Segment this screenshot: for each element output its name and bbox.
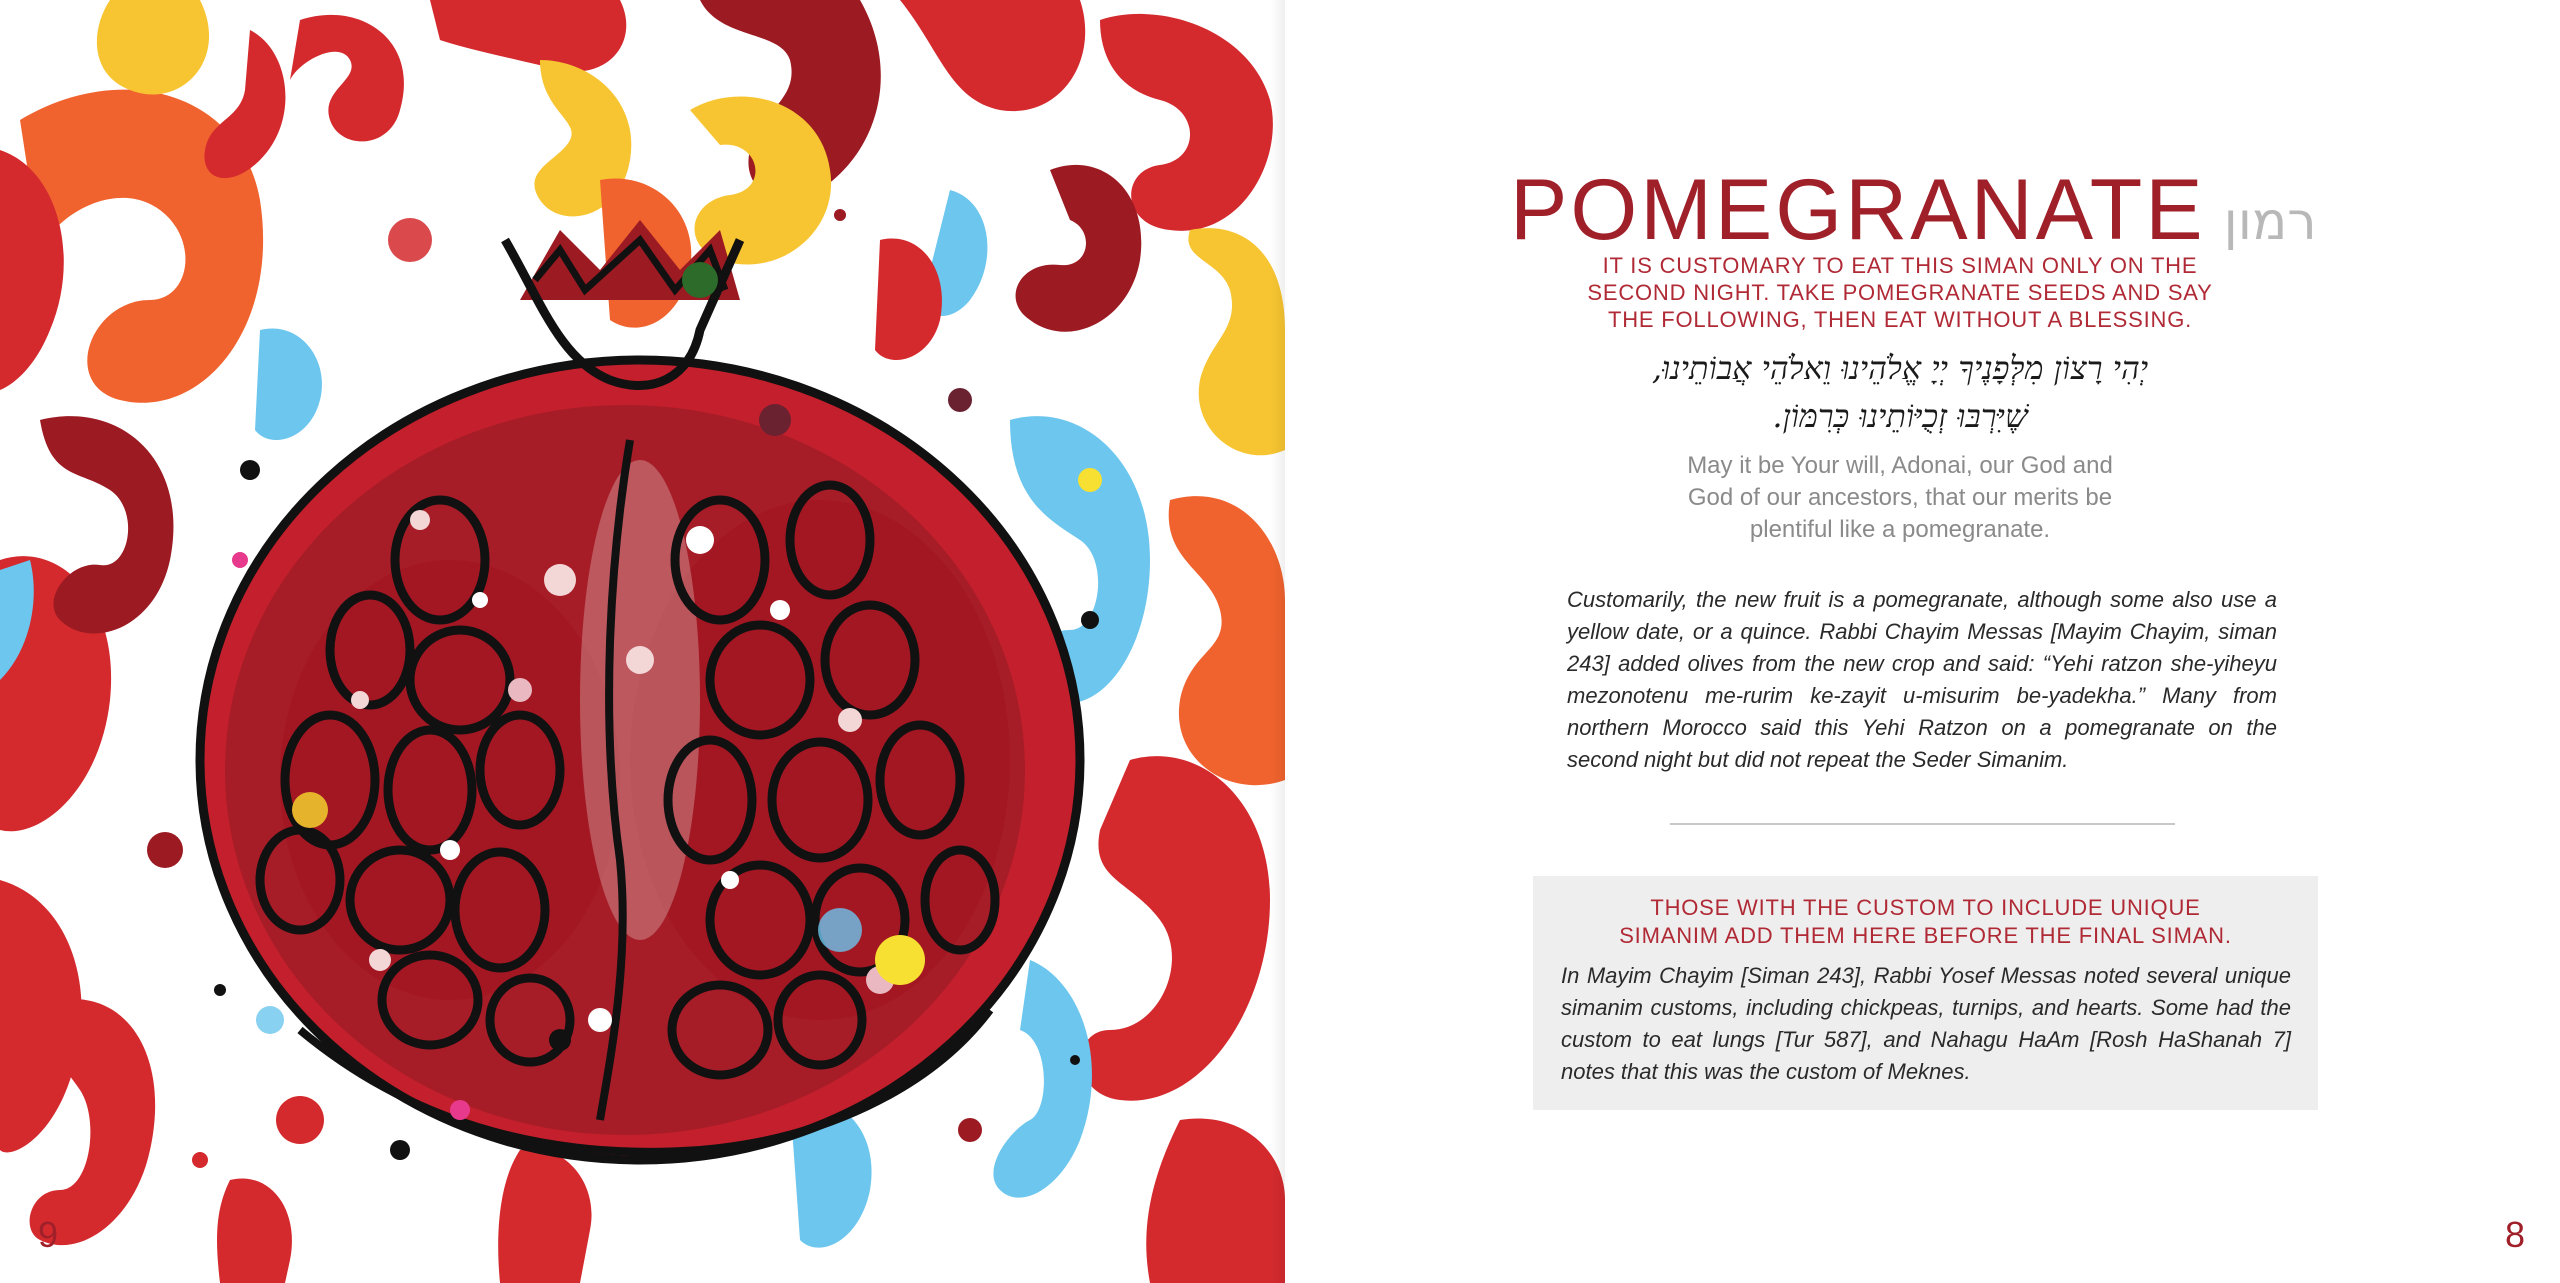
translation-line: plentiful like a pomegranate. (1749, 516, 2051, 543)
custom-note-body: In Mayim Chayim [Siman 243], Rabbi Yosef Messas noted several unique simanim customs, including chickpeas, turnips, and hearts. Some had the custom to eat lungs [Tur 587], and Nahagu HaAm [Rosh HaShanah 7] notes that this was the custom of Meknes. (1561, 963, 2291, 1084)
blessing-hebrew (1570, 344, 2230, 440)
blessing-translation (1600, 450, 2200, 546)
custom-heading-line: THOSE WITH THE CUSTOM TO INCLUDE UNIQUE (1650, 895, 2201, 920)
page-gutter-shadow (1270, 0, 1285, 1283)
section-divider (1670, 823, 2175, 825)
commentary-paragraph: Customarily, the new fruit is a pomegranate, although some also use a yellow date, or a quince. Rabbi Chayim Messas [Mayim Chayim, siman 243] added olives from the new crop and said: “Yehi ratzon she-yiheyu mezonotenu me-rurim ke-zayit u-misurim be-yadekha.” Many from northern Morocco said this Yehi Ratzon on a pomegranate on the second night but did not repeat the Seder Simanim. (1567, 587, 2277, 772)
custom-heading-line: SIMANIM ADD THEM HERE BEFORE THE FINAL SIMAN. (1619, 923, 2232, 948)
instruction-text (1570, 252, 2230, 333)
instruction-line: IT IS CUSTOMARY TO EAT THIS SIMAN ONLY ON THE (1602, 253, 2198, 278)
pomegranate-fruit (200, 220, 1080, 1160)
custom-note-box (1533, 876, 2318, 1110)
blessing-hebrew-line: יְהִי רָצוֹן מִלְּפָנֶיךָ יְיָ אֱלֹהֵינוּ וֵאלֹהֵי אֲבוֹתֵינוּ, (1651, 349, 2149, 387)
page-title-hebrew: רמון (2223, 192, 2317, 252)
translation-line: God of our ancestors, that our merits be (1687, 484, 2113, 511)
page-number-left: 9 (38, 1214, 59, 1255)
blessing-hebrew-line: שֶׁיִּרְבּוּ זְכֻיּוֹתֵינוּ כְּרִמּוֹן. (1772, 397, 2028, 435)
title-row (1510, 160, 2330, 260)
page-number-right: 8 (2505, 1214, 2526, 1255)
translation-line: May it be Your will, Adonai, our God and (1687, 452, 2113, 479)
instruction-line: SECOND NIGHT. TAKE POMEGRANATE SEEDS AND SAY (1587, 280, 2213, 305)
page-title: POMEGRANATE (1510, 162, 2206, 258)
right-page (1285, 0, 2560, 1283)
custom-note-heading (1563, 894, 2288, 950)
instruction-line: THE FOLLOWING, THEN EAT WITHOUT A BLESSING. (1607, 307, 2193, 332)
